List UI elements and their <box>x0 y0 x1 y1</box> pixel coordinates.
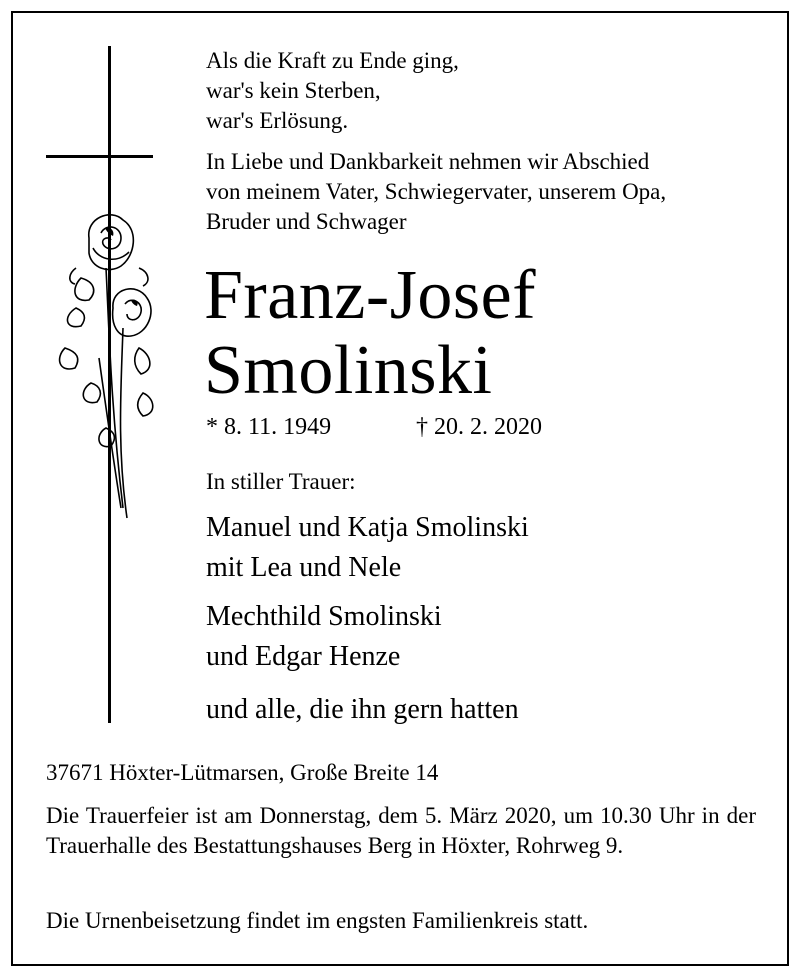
mourners-label: In stiller Trauer: <box>206 469 356 494</box>
cross-bar <box>46 155 153 158</box>
intro-line: von meinem Vater, Schwiegervater, unserem Opa, <box>206 179 667 204</box>
poem-line: war's Erlösung. <box>206 108 349 133</box>
mourner-line: und Edgar Henze <box>206 641 401 672</box>
urn-burial-info: Die Urnenbeisetzung findet im engsten Familienkreis statt. <box>46 908 589 933</box>
deceased-first-name: Franz-Josef <box>204 257 537 334</box>
poem-line: Als die Kraft zu Ende ging, <box>206 48 459 73</box>
mourner-others: und alle, die ihn gern hatten <box>206 694 519 725</box>
address: 37671 Höxter-Lütmarsen, Große Breite 14 <box>46 760 439 785</box>
mourner-line: Manuel und Katja Smolinski <box>206 512 529 543</box>
poem-line: war's kein Sterben, <box>206 78 381 103</box>
intro-line: In Liebe und Dankbarkeit nehmen wir Abschied <box>206 149 650 174</box>
death-date: † 20. 2. 2020 <box>416 414 542 440</box>
poem <box>206 46 459 136</box>
mourner-line: mit Lea und Nele <box>206 552 402 583</box>
intro-line: Bruder und Schwager <box>206 209 407 234</box>
intro-text <box>206 147 666 237</box>
deceased-last-name: Smolinski <box>204 332 493 409</box>
ceremony-info: Die Trauerfeier ist am Donnerstag, dem 5. März 2020, um 10.30 Uhr in der Trauerhalle des Bestattungshauses Berg in Höxter, Rohrweg 9. <box>46 803 756 858</box>
birth-date: * 8. 11. 1949 <box>206 414 332 440</box>
roses-icon <box>51 208 161 528</box>
obituary-frame <box>11 11 789 966</box>
mourner-line: Mechthild Smolinski <box>206 601 442 632</box>
